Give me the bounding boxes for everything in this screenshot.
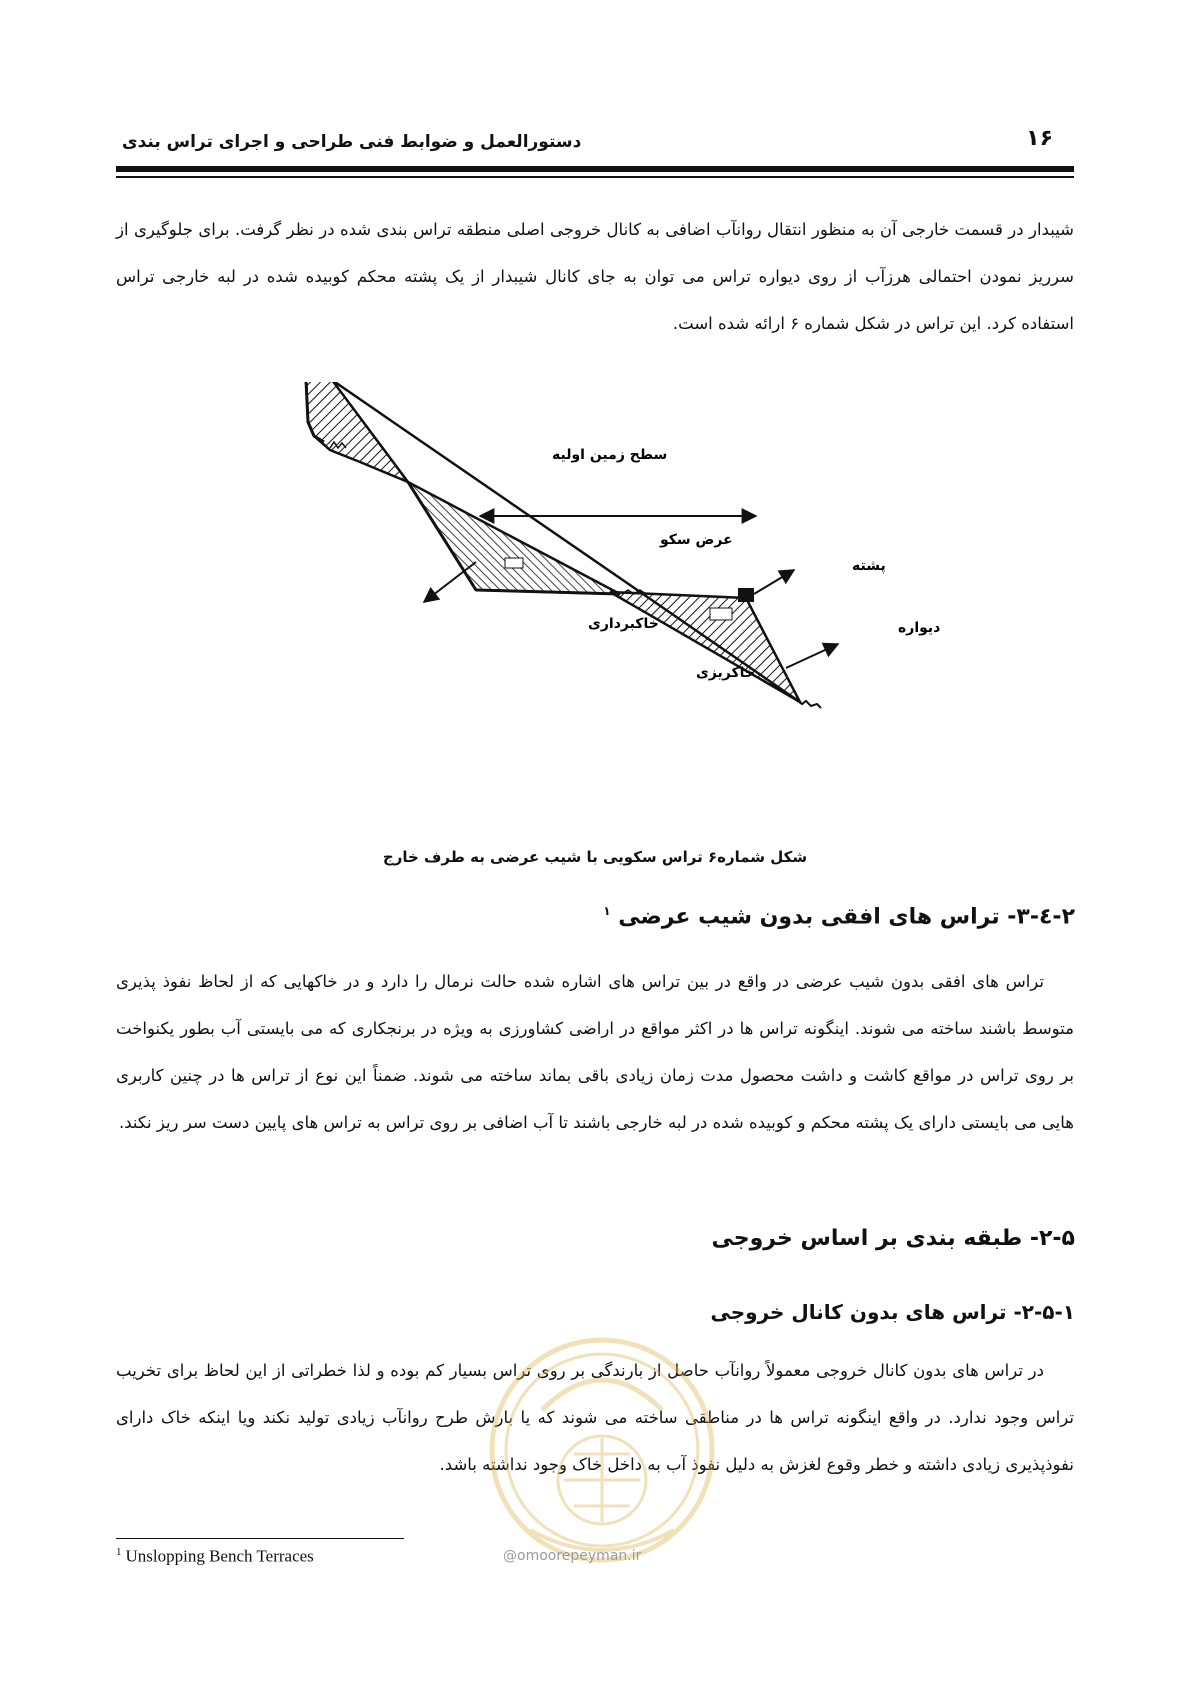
ridge-block (738, 588, 754, 602)
watermark-url: @omoorepeyman.ir (503, 1548, 642, 1564)
fill-wedge (610, 590, 800, 702)
terrace-figure (300, 382, 940, 822)
footnote-rule (116, 1538, 404, 1539)
section-2-4-3-title: ۲-٤-۳- تراس های افقی بدون شیب عرضی (618, 904, 1075, 930)
footnote-ref: ۱ (603, 904, 611, 918)
section-2-5-1-paragraph: در تراس های بدون کانال خروجی معمولاً روانآب حاصل از بارندگی بر روی تراس بسیار کم بوده و لذا خطراتی از این لحاظ برای تخریب تراس وجود ندارد. در واقع اینگونه تراس ها در مناطقی ساخته می شوند که یا بارش طرح روانآب زیادی تولید نکند ویا اینکه خاک دارای نفوذپذیری زیادی داشته و خطر وقوع لغزش به دلیل نفوذ آب به داخل خاک وجود نداشته باشد. (116, 1361, 1074, 1474)
footnote-mark: 1 (116, 1546, 122, 1558)
wall-arrow (786, 644, 838, 668)
label-original-ground: سطح زمین اولیه (552, 447, 668, 463)
label-cut: خاکبرداری (588, 616, 659, 632)
footnote-text: Unslopping Bench Terraces (125, 1546, 314, 1566)
watermark-seal (482, 1330, 722, 1570)
section-2-5-1-heading: ۲-۵-۱- تراس های بدون کانال خروجی (710, 1300, 1075, 1324)
header-rule-thick (116, 166, 1074, 172)
label-wall: دیواره (898, 620, 940, 636)
cut-wedge (408, 482, 620, 594)
footnote (116, 1546, 314, 1567)
page-number: ۱۶ (1026, 126, 1053, 151)
page-header (116, 118, 1075, 158)
ridge-arrow (754, 570, 794, 594)
running-title: دستورالعمل و ضوابط فنی طراحی و اجرای تراس بندی (122, 132, 582, 152)
cut-arrow (424, 562, 476, 602)
label-ridge: پشته (852, 558, 886, 574)
figure-caption: شکل شماره۶ تراس سکویی با شیب عرضی به طرف خارج (382, 848, 808, 866)
header-rule-thin (116, 176, 1074, 178)
label-fill: خاکریزی (696, 665, 755, 681)
intro-paragraph: شیبدار در قسمت خارجی آن به منظور انتقال روانآب اضافی به کانال خروجی اصلی منطقه تراس بندی شده در نظر گرفت. برای جلوگیری از سرریز نمودن احتمالی هرزآب از روی دیواره تراس می توان به جای کانال شیبدار از یک پشته محکم کوبیده شده در لبه خارجی تراس استفاده کرد. این تراس در شکل شماره ۶ ارائه شده است. (116, 220, 1074, 333)
section-2-5-heading: ۲-۵- طبقه بندی بر اساس خروجی (711, 1226, 1075, 1251)
section-2-4-3-heading (603, 904, 1075, 929)
section-2-4-3-paragraph: تراس های افقی بدون شیب عرضی در واقع در بین تراس های اشاره شده حالت نرمال را دارد و در خاکهایی که از لحاظ نفوذ پذیری متوسط باشند ساخته می شوند. اینگونه تراس ها در اکثر مواقع در اراضی کشاورزی به ویژه در برنجکاری که می بایستی آب بطور یکنواخت بر روی تراس در مواقع کاشت و داشت محصول مدت زمان زیادی باقی بماند ساخته می شوند. ضمناً این نوع از تراس ها در چنین کاربری هایی می بایستی دارای یک پشته محکم و کوبیده شده در لبه خارجی باشند تا آب اضافی بر روی تراس به تراس های پایین دست سر ریز نکند. (116, 972, 1074, 1132)
terrace-diagram (300, 382, 940, 822)
label-bench-width: عرض سکو (660, 532, 733, 548)
